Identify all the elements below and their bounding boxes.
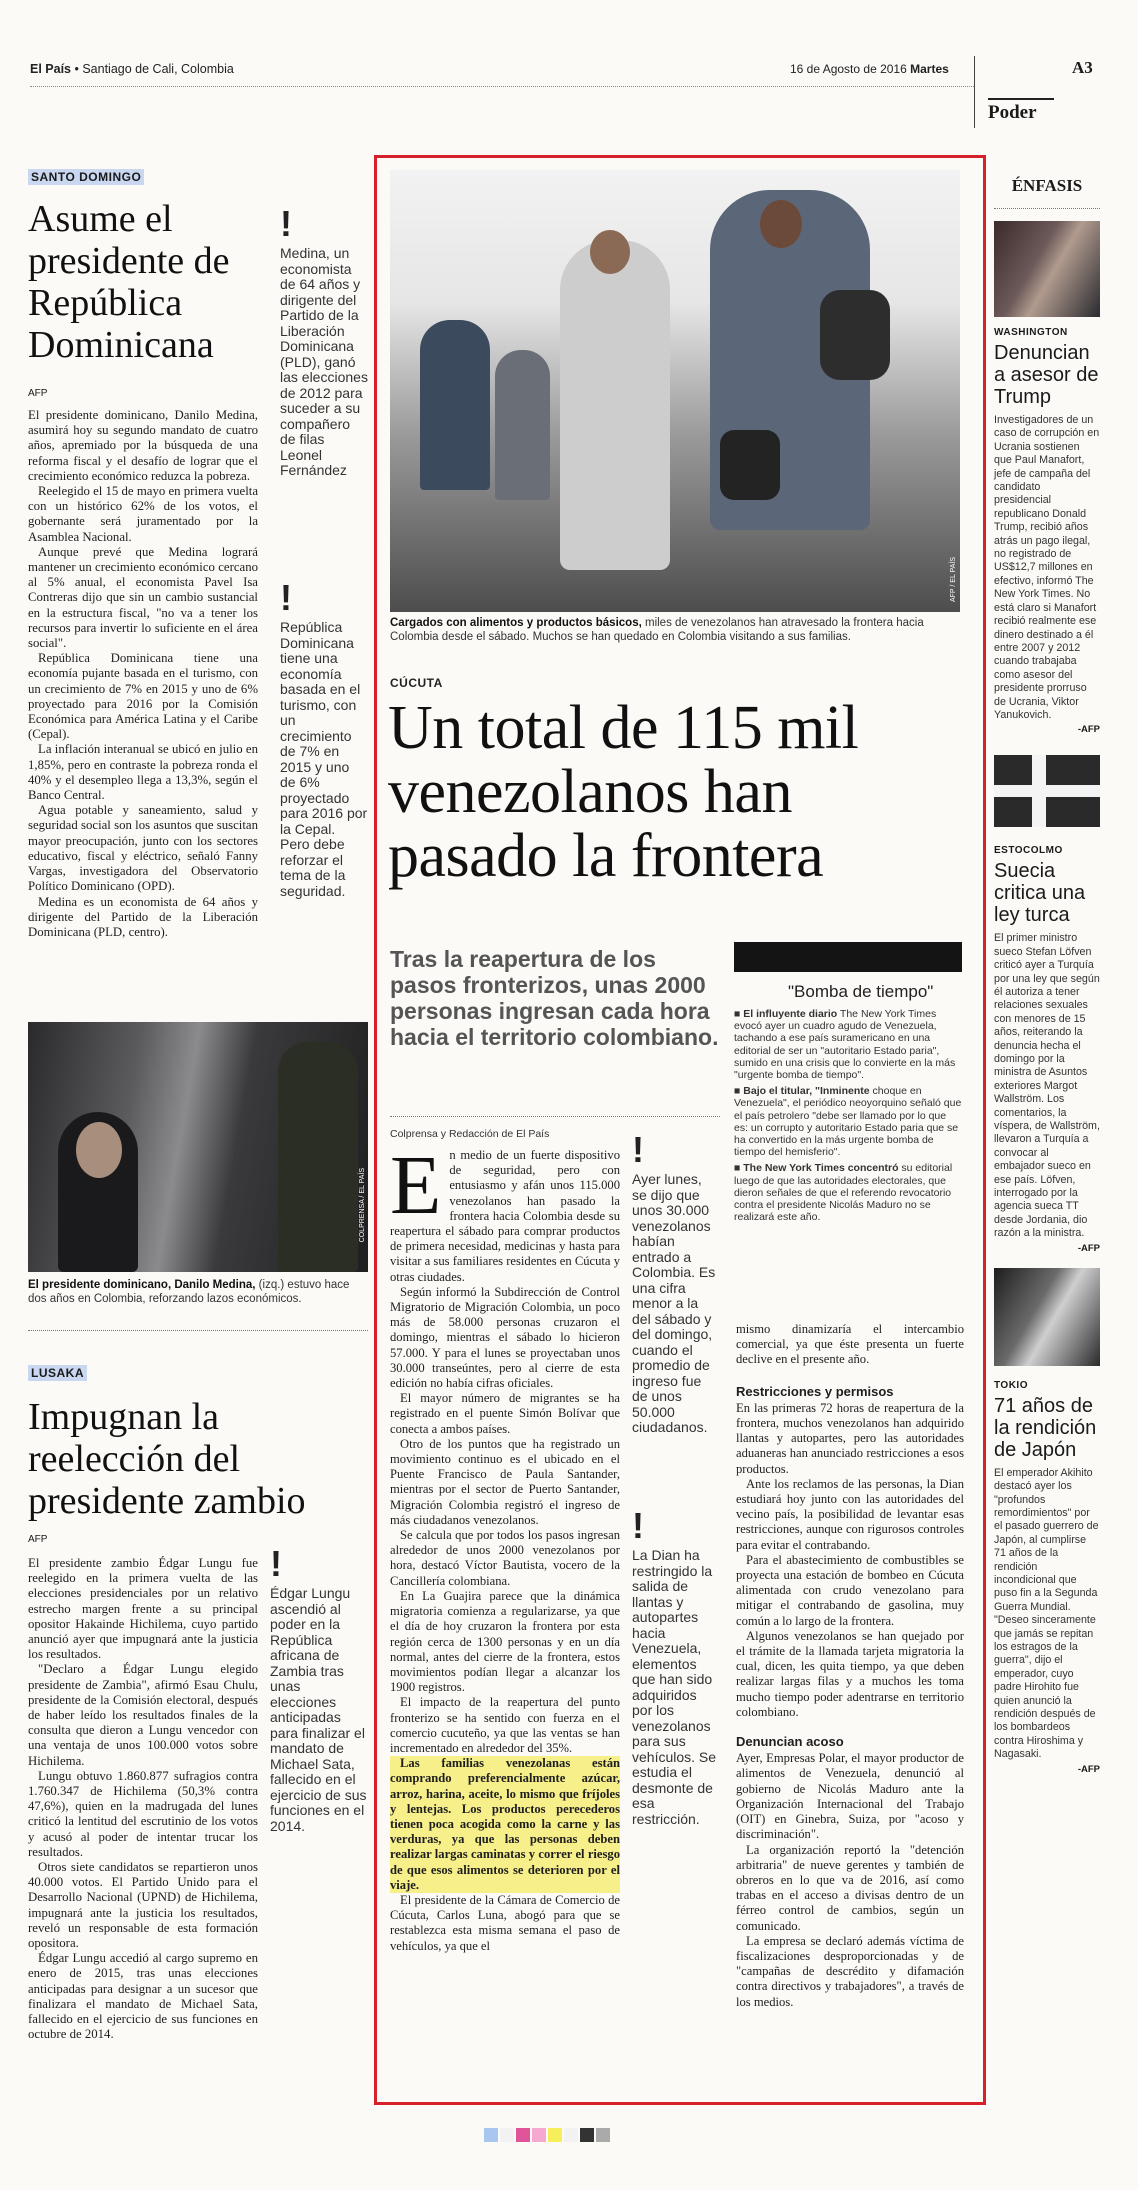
paragraph: Ayer, Empresas Polar, el mayor productor de alimentos de Venezuela, denunció al gobierno de Nicolás Maduro ante la Organización Internacional del Trabajo (OIT) en Ginebra, Suiza, por "acoso y discriminación". [736, 1751, 964, 1842]
box-bar [734, 942, 962, 972]
masthead-weekday: Martes [910, 62, 949, 76]
exclamation-icon: ! [632, 1129, 644, 1170]
paragraph: Algunos venezolanos se han quejado por el trámite de la llamada tarjeta migratoria la cual, dicen, les quita tiempo, ya que deben realizar largas filas y a muchos les toma mucho tiempo poder adentrarse en territorio colombiano. [736, 1628, 964, 1719]
kicker-estocolmo: ESTOCOLMO [994, 845, 1063, 857]
main-col3 [736, 1322, 964, 2010]
main-byline: Colprensa y Redacción de El País [390, 1128, 550, 1140]
pullquote-30000: ! Ayer lunes, se dijo que unos 30.000 venezolanos habían entrado a Colombia. Es una cifra menor a la del sábado y del domingo, cuando el promedio de ingreso fue de unos 50.000 ciudadanos. [632, 1132, 720, 1436]
headline-zambia: Impugnan la reelección del presidente zambio [28, 1396, 306, 1522]
kicker-lusaka: LUSAKA [28, 1365, 87, 1381]
paragraph: n medio de un fuerte dispositivo de seguridad, pero con entusiasmo y afán unos 115.000 venezolanos han pasado la frontera hacia Colombia desde su reapertura el sábado para comprar productos de primera necesidad, medicinas y hasta para visitar a sus familiares residentes en Cúcuta y otras ciudades. [390, 1148, 620, 1284]
paragraph: República Dominicana tiene una economía pujante basada en el turismo, con un crecimiento de 7% en 2015 y uno de 6% proyectado para 2016 por la Comisión Económica para América Latina y el Caribe (Cepal). [28, 651, 258, 742]
photo-akihito [994, 1268, 1100, 1366]
paragraph: Ante los reclamos de las personas, la Dian estudiará hoy junto con las autoridades del vecino país, la posibilidad de levantar esas restricciones, aunque con rigurosos controles para evitar el contrabando. [736, 1476, 964, 1552]
paragraph: Édgar Lungu accedió al cargo supremo en enero de 2015, tras unas elecciones anticipadas para designar a un sucesor que finalizara el mandato de Michael Sata, fallecido en el ejercicio de sus funciones en octubre de 2014. [28, 1951, 258, 2042]
paragraph: Lungu obtuvo 1.860.877 sufragios contra 1.760.347 de Hichilema (50,3% contra 47,6%), quien en la madrugada del lunes criticó la lentitud del escrutinio de los votos y acusó al poder de intentar trucar los resultados. [28, 1768, 258, 1859]
paragraph: Para el abastecimiento de combustibles se proyecta una estación de bombeo en Cúcuta alimentada con crudo venezolano para mitigar el contrabando de gasolina, muy común a lo largo de la frontera. [736, 1552, 964, 1628]
main-col1 [390, 1139, 620, 1954]
main-deck: Tras la reapertura de los pasos fronterizos, unas 2000 personas ingresan cada hora hacia el territorio colombiano. [390, 946, 719, 1050]
exclamation-icon: ! [270, 1543, 282, 1584]
paragraph: Agua potable y saneamiento, salud y seguridad social son los asuntos que suscitan mayor preocupación, junto con los sectores educativo, fiscal y eléctrico, señaló Fanny Vargas, investigadora del Observatorio Político Dominicano (OPD). [28, 803, 258, 894]
brief-text: El primer ministro sueco Stefan Löfven criticó ayer a Turquía por una ley que según él autoriza a tener relaciones sexuales con menores de 15 años, reiterando la denuncia hecha el domingo por la ministra de Asuntos exteriores Margot Wallström. Los comentarios, la víspera, de Wallström, llevaron a Turquía a convocar al embajador sueco en ese país. Löfven, interrogado por la agencia sueca TT desde Jordania, dio razón a la ministra. [994, 932, 1100, 1240]
byline-afp: AFP [28, 1534, 48, 1545]
kicker-tokio: TOKIO [994, 1379, 1028, 1391]
bag [820, 290, 890, 380]
exclamation-icon: ! [280, 203, 292, 244]
paragraph: mismo dinamizaría el intercambio comercial, ya que éste presenta un fuerte declive en el presente año. [736, 1322, 964, 1367]
kicker-santo-domingo: SANTO DOMINGO [28, 169, 144, 185]
child-head [590, 230, 630, 274]
enfasis-header: ÉNFASIS [994, 166, 1100, 209]
box-item: ■ The New York Times concentró su editorial luego de que las autoridades electorales, que dieron señales de que el referendo revocatorio contra el presidente Nicolás Maduro no se realizará este año. [734, 1162, 953, 1224]
main-headline: Un total de 115 mil venezolanos han pasado la frontera [388, 694, 859, 890]
bomba-box [734, 942, 962, 1223]
pullquote-dian: ! La Dian ha restringido la salida de llantas y autopartes hacia Venezuela, elementos que han sido adquiridos por los venezolanos para sus vehículos. Se estudia el desmonte de esa restricción. [632, 1508, 720, 1827]
photo-manafort [994, 221, 1100, 317]
box-item: ■ El influyente diario The New York Times evocó ayer un cuadro agudo de Venezuela, tachando a ese país suramericano en una editorial de ser un "autoritario Estado paria", sumido en una crisis que lo convierte en la más "urgente bomba de tiempo". [734, 1008, 956, 1082]
paragraph: Reelegido el 15 de mayo en primera vuelta con un histórico 62% de los votos, el gobernante será juramentado por la Asamblea Nacional. [28, 484, 258, 544]
caption-medina: El presidente dominicano, Danilo Medina, (izq.) estuvo hace dos años en Colombia, reforzando lazos económicos. [28, 1279, 350, 1305]
masthead-date: 16 de Agosto de 2016 [790, 62, 907, 76]
headline-suecia: Suecia critica una ley turca [994, 860, 1086, 927]
headline-japon: 71 años de la rendición de Japón [994, 1394, 1097, 1461]
caption-venezuelans: Cargados con alimentos y productos básicos, miles de venezolanos han atravesado la frontera hacia Colombia desde el sábado. Muchos se han quedado en Colombia visitando a sus familias. [390, 617, 924, 643]
paragraph: Otros siete candidatos se repartieron unos 40.000 votos. El Partido Unido para el Desarrollo Nacional (UPND) de Hichilema, impugnará ante la justicia los resultados, reveló un responsable de esta formación opositora. [28, 1860, 258, 1951]
paragraph: El impacto de la reapertura del punto fronterizo se ha sentido con fuerza en el comercio cucuteño, ya que las ventas se han incrementado en alrededor del 35%. [390, 1695, 620, 1755]
subhead-restricciones: Restricciones y permisos [736, 1383, 894, 1399]
paragraph: El mayor número de migrantes se ha registrado en el puente Simón Bolívar que conecta a ambos países. [390, 1391, 620, 1436]
pullquote-lungu: ! Édgar Lungu ascendió al poder en la República africana de Zambia tras unas elecciones anticipadas para finalizar el mandato de Michael Sata, fallecido en el ejercicio de sus funciones en el 2014. [270, 1543, 367, 1834]
crowd-figure [495, 350, 550, 500]
masthead: El País • Santiago de Cali, Colombia 16 de Agosto de 2016 Martes A3 Poder [30, 56, 1110, 96]
paragraph: La organización reportó la "detención arbitraria" de nueve gerentes y también de obreros en lo que va de 2016, así como trabas en el acceso a divisas dentro de un férreo control de cambios, según un comunicado. [736, 1842, 964, 1933]
box-title: "Bomba de tiempo" [788, 982, 934, 1001]
paragraph: La inflación interanual se ubicó en julio en 1,85%, pero en contraste la pobreza ronda el 40% y el desempleo llega a 13,3%, según el Banco Central. [28, 742, 258, 803]
photo-danilo-medina [28, 1022, 368, 1272]
highlighted-paragraph: Las familias venezolanas están comprando preferencialmente azúcar, arroz, harina, aceite, lo mismo que fríjoles y lentejas. Los productos perecederos tienen poca acogida como la carne y las verduras, ya que las personas deben realizar largas caminatas y correr el riesgo de que esos alimentos se deterioren por el viaje. [390, 1756, 620, 1892]
story-zambia-body [28, 1556, 258, 2043]
page-number: A3 [1072, 58, 1093, 77]
brief-text: Investigadores de un caso de corrupción en Ucrania sostienen que Paul Manafort, jefe de campaña del candidato presidencial republicano Donald Trump, recibió años atrás un pago ilegal, no registrado de US$12,7 millones en efectivo, informó The New York Times. No está claro si Manafort recibió realmente ese dinero destinado a él entre 2007 y 2012 cuando trabajaba como asesor del presidente prorruso de Ucrania, Viktor Yanukovich. [994, 414, 1100, 721]
paragraph: "Declaro a Édgar Lungu elegido presidente de Zambia", afirmó Esau Chulu, presidente de la Comisión electoral, después de haber leído los resultados finales de la consulta que dieron a Lungu vencedor con una ventaja de unos 100.000 votos sobre Hichilema. [28, 1662, 258, 1768]
section-name: Poder [988, 98, 1054, 124]
paragraph: En las primeras 72 horas de reapertura de la frontera, muchos venezolanos han adquirido llantas y autopartes, pero las autoridades aduaneras han anunciado restricciones a esos productos. [736, 1400, 964, 1476]
byline-afp: AFP [28, 388, 48, 399]
headline-manafort: Denuncian a asesor de Trump [994, 342, 1099, 408]
headline-dominicana: Asume el presidente de República Dominicana [28, 198, 230, 366]
photo-sweden-flag [994, 755, 1100, 827]
exclamation-icon: ! [280, 577, 292, 618]
kicker-cucuta: CÚCUTA [390, 676, 443, 690]
photo-credit: COLPRENSA / EL PAÍS [359, 1167, 366, 1242]
dropcap: E [390, 1139, 442, 1232]
pullquote-medina: ! Medina, un economista de 64 años y dirigente del Partido de la Liberación Dominicana (PLD), ganó las elecciones de 2012 para suceder a su compañero de filas Leonel Fernández [280, 203, 368, 478]
person-face [76, 1122, 122, 1178]
paragraph: La empresa se declaró además víctima de fiscalizaciones desproporcionadas y de "campañas de descrédito y difamación contra directivos y trabajadores", a través de los medios. [736, 1933, 964, 2009]
brief-source: -AFP [1077, 1242, 1100, 1254]
masthead-location: Santiago de Cali, Colombia [82, 62, 234, 76]
brief-source: -AFP [1077, 724, 1100, 736]
story-zambia-header [28, 1364, 368, 1545]
paragraph: Se calcula que por todos los pasos ingresan alrededor de unos 2000 venezolanos por hora, destacó Víctor Bautista, vocero de la Cancillería colombiana. [390, 1528, 620, 1588]
subhead-acoso: Denuncian acoso [736, 1734, 844, 1750]
kicker-washington: WASHINGTON [994, 327, 1068, 338]
brief-source: -AFP [1077, 1763, 1100, 1775]
woman-head [760, 200, 802, 248]
paragraph: El presidente de la Cámara de Comercio de Cúcuta, Carlos Luna, abogó para que se restablezca esta misma semana el paso de vehículos, ya que el [390, 1892, 620, 1953]
paper-name: El País [30, 62, 71, 76]
paragraph: Aunque prevé que Medina logrará mantener un crecimiento económico cercano al 5% anual, el economista Pavel Isa Contreras dijo que sin un cambio sustancial en la estructura fiscal, "no va a tener los recursos para invertir lo suficiente en el área social". [28, 544, 258, 651]
bag [720, 430, 780, 500]
paragraph: El presidente dominicano, Danilo Medina, asumirá hoy su segundo mandato de cuatro años, apremiado por la búsqueda de una reforma fiscal y el desafío de lograr que el crecimiento económico reduzca la pobreza. [28, 408, 258, 483]
photo-venezuelans [390, 170, 960, 612]
paragraph: El presidente zambio Édgar Lungu fue reelegido en la primera vuelta de las elecciones presidenciales por un relativo estrecho margen frente a su principal opositor Hakainde Hichilema, cuyo partido anunció ayer que impugnará ante la justicia los resultados. [28, 1556, 258, 1662]
brief-text: El emperador Akihito destacó ayer los "profundos remordimientos" por el pasado guerrero de Japón, al cumplirse 71 años de la rendición incondicional que puso fin a la Segunda Guerra Mundial. "Deseo sinceramente que jamás se repitan los estragos de la guerra", dijo el emperador, cuyo padre Hirohito fue quien anunció la rendición después de los bombardeos contra Hiroshima y Nagasaki. [994, 1466, 1099, 1761]
paragraph: Otro de los puntos que ha registrado un movimiento continuo es el ubicado en el Puente Francisco de Paula Santander, mientras por el sector de Puerto Santander, Migración Colombia registró el ingreso de más ciudadanos venezolanos. [390, 1436, 620, 1527]
crowd-figure [420, 320, 490, 490]
child-with-sack [560, 240, 670, 570]
pullquote-economia: ! República Dominicana tiene una economía basada en el turismo, con un crecimiento de 7% en 2015 y uno de 6% proyectado para 2016 por la Cepal. Pero debe reforzar el tema de la seguridad. [280, 577, 368, 899]
officer-silhouette [278, 1042, 358, 1272]
paragraph: Medina es un economista de 64 años y dirigente del Partido de la Liberación Dominicana (PLD, centro). [28, 894, 258, 939]
photo-credit: AFP / EL PAÍS [950, 556, 957, 602]
right-column [994, 166, 1100, 1775]
box-item: ■ Bajo el titular, "Inminente choque en Venezuela", el periódico neoyorquino señaló que el país petrolero "debe ser llamado por lo que es: un corrupto y autoritario Estado paria que se ha convertido en la más urgente bomba de tiempo del hemisferio". [734, 1085, 962, 1159]
paragraph: Según informó la Subdirección de Control Migratorio de Migración Colombia, un poco más de 58.000 personas cruzaron el domingo, mientras el sábado lo hicieron 57.000. Y para el lunes se proyectaban unos 30.000 transeúntes, pero al cierre de esta edición no había cifras oficiales. [390, 1284, 620, 1391]
story-dominicana-body [28, 408, 258, 940]
exclamation-icon: ! [632, 1505, 644, 1546]
paragraph: En La Guajira parece que la dinámica migratoria comienza a regularizarse, ya que el día de hoy cruzaron la frontera por esta región cerca de 1300 personas y en un día normal, antes del cierre de la frontera, estos movimientos podían llegar a alcanzar los 1900 registros. [390, 1588, 620, 1695]
color-registration-bar [484, 2128, 644, 2142]
